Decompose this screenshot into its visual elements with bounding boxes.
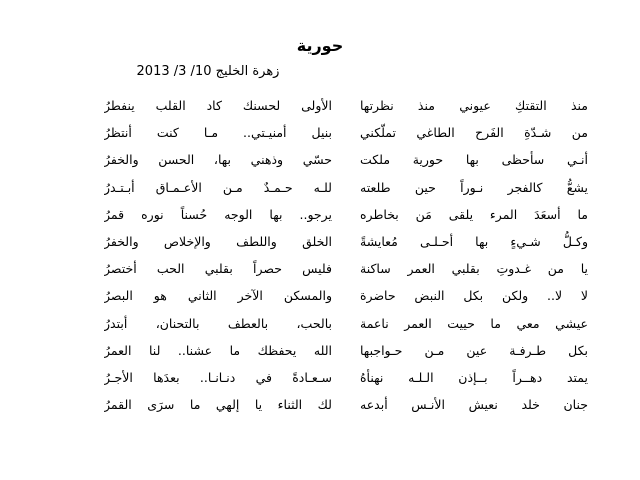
verse-second-half: فليس حصراً بقلبي الحب أختصرُ — [104, 261, 332, 277]
verse-row — [104, 146, 588, 173]
verse-first-half: عيشي معي ما حييت العمر ناعمة — [360, 315, 588, 331]
verse-first-half: منذ التقتكِ عيوني منذ نظرتها — [360, 98, 588, 113]
verse-first-half: لا لا.. ولكن بكل النبض حاضرة — [360, 288, 588, 304]
verse-row — [104, 119, 588, 146]
verse-first-half: يمتد دهــراً بــإذن الـلـه نهنأهُ — [360, 369, 588, 385]
verse-row — [104, 337, 588, 364]
verse-second-half: يرجو.. بها الوجه حُسناً نوره قمرُ — [104, 206, 332, 222]
verse-row — [104, 391, 588, 418]
verse-first-half: ما أسعَدَ المرء يلقى مَن بخاطره — [360, 206, 588, 222]
verse-row — [104, 310, 588, 337]
verse-first-half: بكل طـرفـة عين مـن حـواجبها — [360, 342, 588, 358]
verse-second-half: بالحب، بالعطف بالتحنان، أبتدرُ — [104, 315, 332, 331]
verse-second-half: بنيل أمنيـتي.. مـا كنت أنتظرُ — [104, 125, 332, 141]
verse-second-half: الأولى لحسنك كاد القلب ينفطرُ — [104, 98, 332, 113]
verse-first-half: أنـي سأحظى بها حورية ملكت — [360, 152, 588, 168]
verse-row — [104, 255, 588, 282]
verse-row — [104, 228, 588, 255]
verse-first-half: يشعُّ كالفجر نـوراً حين طلعته — [360, 179, 588, 195]
verse-row — [104, 92, 588, 119]
verse-second-half: سـعـادةً في دنـانـا.. بعدَها الأجـرُ — [104, 369, 332, 385]
verse-list — [104, 92, 588, 418]
verse-second-half: والمسكن الآخر الثاني هو البصرُ — [104, 288, 332, 304]
verse-row — [104, 174, 588, 201]
verse-row — [104, 201, 588, 228]
verse-second-half: لك الثناء يا إلهي ما سرَى القمرُ — [104, 397, 332, 413]
verse-second-half: حسّي وذهني بها، الحسن والخفرُ — [104, 152, 332, 168]
verse-first-half: وكـلُّ شـيءٍ بها أحـلـى مُعايشةً — [360, 233, 588, 249]
poem-title: حورية — [296, 36, 344, 55]
verse-first-half: جنان خلد نعيش الأنـس أبدعه — [360, 397, 588, 413]
verse-row — [104, 282, 588, 309]
verse-second-half: للـه حـمـدٌ مـن الأعـمـاق أبـتـدرُ — [104, 179, 332, 195]
verse-second-half: الله يحفظك ما عشنا.. لنا العمرُ — [104, 342, 332, 358]
verse-second-half: الخلق واللطف والإخلاص والخفرُ — [104, 233, 332, 249]
verse-row — [104, 364, 588, 391]
poem-byline: زهرة الخليج 10/ 3/ 2013 — [136, 64, 280, 79]
verse-first-half: يا من غـدوتِ بقلبي العمر ساكنة — [360, 261, 588, 277]
verse-first-half: من شـدّةِ الفَرح الطاغي تملّكني — [360, 125, 588, 141]
